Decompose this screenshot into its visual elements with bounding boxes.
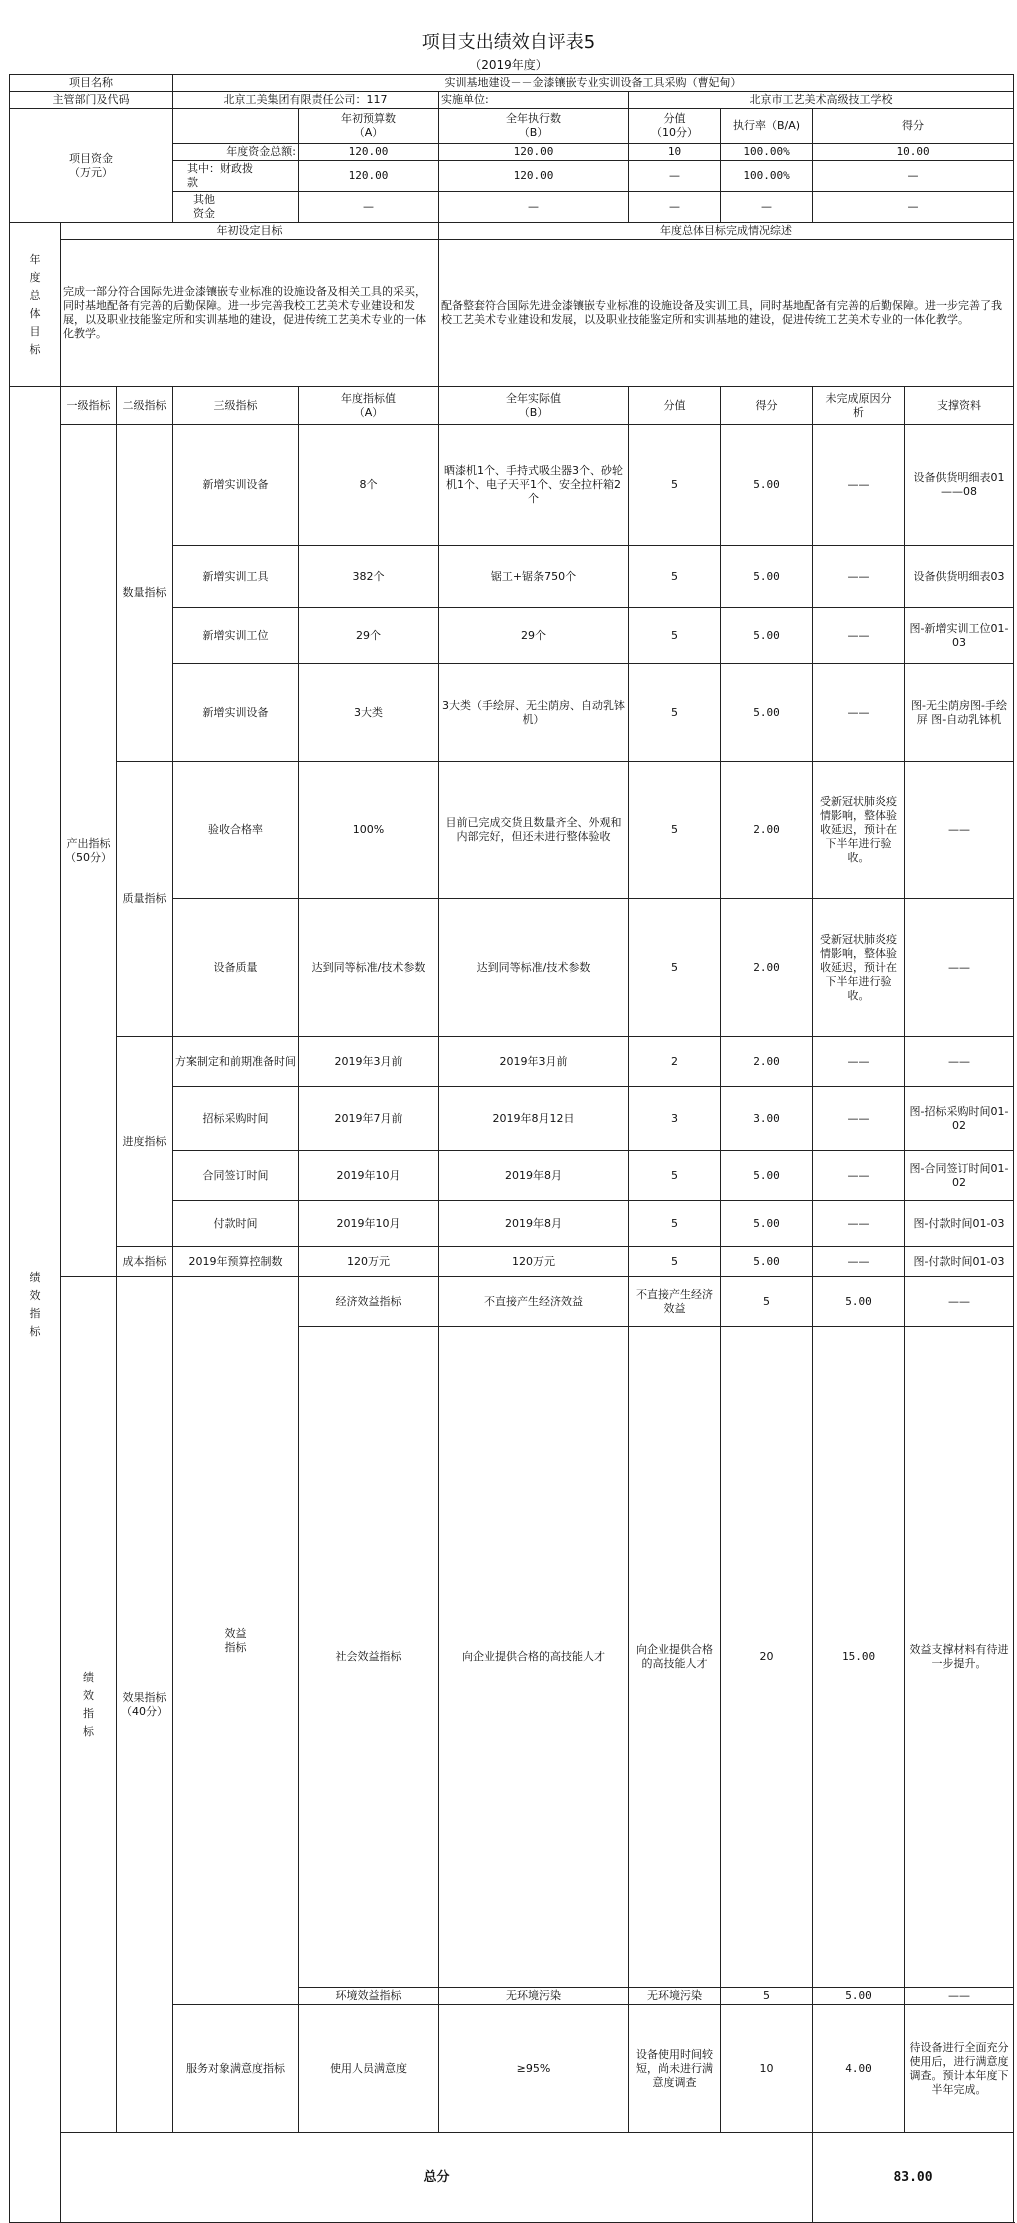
- indicator-score: 2.00: [721, 762, 813, 899]
- quality-indicator-label: 质量指标: [117, 762, 173, 1037]
- indicator-score-max: 2: [629, 1037, 721, 1087]
- indicators-header: 一级指标: [61, 387, 117, 425]
- indicator-support: 图-招标采购时间01-02: [905, 1087, 1014, 1151]
- indicator-actual: 锯工+锯条750个: [439, 546, 629, 608]
- indicator-score-max: 5: [629, 1247, 721, 1277]
- indicator-target: 2019年7月前: [299, 1087, 439, 1151]
- indicator-support: 设备供货明细表01——08: [905, 425, 1014, 546]
- indicator-score: 5.00: [721, 1247, 813, 1277]
- indicator-actual: 3大类（手绘屏、无尘荫房、自动乳钵机）: [439, 664, 629, 762]
- cost-indicator-label: 成本指标: [117, 1247, 173, 1277]
- funds-header-score-max: 分值 （10分）: [629, 109, 721, 144]
- indicator-score: 2.00: [721, 1037, 813, 1087]
- indicator-score-max: 5: [629, 608, 721, 664]
- indicator-actual: 2019年8月12日: [439, 1087, 629, 1151]
- indicator-target: 8个: [299, 425, 439, 546]
- page-title: 项目支出绩效自评表5: [421, 32, 596, 53]
- indicator-actual: 向企业提供合格的高技能人才: [629, 1327, 721, 1988]
- project-name-value: 实训基地建设－－金漆镶嵌专业实训设备工具采购（曹妃甸）: [173, 75, 1014, 92]
- indicator-reason: ——: [813, 1087, 905, 1151]
- goals-summary-text: 配备整套符合国际先进金漆镶嵌专业标准的设施设备及实训工具，同时基地配备有完善的后勤保障。进一步完善了我校工艺美术专业建设和发展，以及职业技能鉴定所和实训基地的建设，促进传统工艺美术专业的一体化教学。: [439, 240, 1014, 387]
- funds-header-rate: 执行率（B/A): [721, 109, 813, 144]
- indicator-row: [10, 1277, 1014, 1327]
- indicators-header-row: [10, 387, 1014, 425]
- progress-indicator-label: 进度指标: [117, 1037, 173, 1247]
- indicator-reason: ——: [813, 664, 905, 762]
- indicator-target: 382个: [299, 546, 439, 608]
- funds-row-score-max: 10: [629, 144, 721, 161]
- indicator-support: ——: [905, 762, 1014, 899]
- indicator-row: [10, 425, 1014, 546]
- funds-row-score: —: [813, 192, 1014, 223]
- dept-value: 北京工美集团有限责任公司：117: [173, 92, 439, 109]
- total-label: 总分: [61, 2133, 813, 2223]
- indicator-target: 3大类: [299, 664, 439, 762]
- goals-initial-header: 年初设定目标: [61, 223, 439, 240]
- funds-header-score: 得分: [813, 109, 1014, 144]
- indicator-score: 2.00: [721, 899, 813, 1037]
- indicator-reason: ——: [905, 1277, 1014, 1327]
- indicator-score: 3.00: [721, 1087, 813, 1151]
- project-name-row: [10, 75, 1014, 92]
- indicator-reason: 受新冠状肺炎疫情影响，整体验收延迟，预计在下半年进行验收。: [813, 899, 905, 1037]
- impl-value: 北京市工艺美术高级技工学校: [629, 92, 1014, 109]
- funds-row-score-max: —: [629, 161, 721, 192]
- satisfaction-indicator-label: 服务对象满意度指标: [173, 2005, 299, 2133]
- indicator-score-max: 5: [629, 1151, 721, 1201]
- indicator-score: 5.00: [721, 1151, 813, 1201]
- indicator-row: [10, 762, 1014, 899]
- funds-row-b: 120.00: [439, 144, 629, 161]
- evaluation-table: [9, 74, 1014, 2223]
- indicator-actual: 晒漆机1个、手持式吸尘器3个、砂轮机1个、电子天平1个、安全拉杆箱2个: [439, 425, 629, 546]
- indicator-actual: 120万元: [439, 1247, 629, 1277]
- indicator-score-max: 5: [721, 1277, 813, 1327]
- indicator-target: 2019年10月: [299, 1151, 439, 1201]
- indicators-header: 三级指标: [173, 387, 299, 425]
- funds-row-rate: —: [721, 192, 813, 223]
- indicator-score: 4.00: [813, 2005, 905, 2133]
- impl-label: 实施单位:: [439, 92, 629, 109]
- indicator-actual: 2019年8月: [439, 1151, 629, 1201]
- indicator-name: 环境效益指标: [299, 1988, 439, 2005]
- indicator-name: 新增实训工具: [173, 546, 299, 608]
- indicator-reason: ——: [813, 1151, 905, 1201]
- indicator-score: 5.00: [813, 1988, 905, 2005]
- funds-row-a: —: [299, 192, 439, 223]
- indicator-target: 120万元: [299, 1247, 439, 1277]
- total-value: 83.00: [813, 2133, 1014, 2223]
- funds-row-rate: 100.00%: [721, 161, 813, 192]
- indicator-score-max: 3: [629, 1087, 721, 1151]
- indicator-reason: ——: [813, 425, 905, 546]
- indicator-score-max: 20: [721, 1327, 813, 1988]
- indicator-support: 设备供货明细表03: [905, 546, 1014, 608]
- funds-row-score-max: —: [629, 192, 721, 223]
- indicator-target: 向企业提供合格的高技能人才: [439, 1327, 629, 1988]
- effect-section-label: 绩效指标: [61, 1277, 117, 2133]
- indicator-score-max: 5: [629, 664, 721, 762]
- indicator-actual: 2019年3月前: [439, 1037, 629, 1087]
- indicator-name: 方案制定和前期准备时间: [173, 1037, 299, 1087]
- indicator-name: 新增实训设备: [173, 425, 299, 546]
- funds-row-label: 其中：财政拨 款: [173, 161, 299, 192]
- indicator-score: 5.00: [721, 1201, 813, 1247]
- dept-label: 主管部门及代码: [10, 92, 173, 109]
- indicator-reason: ——: [813, 1247, 905, 1277]
- indicator-name: 招标采购时间: [173, 1087, 299, 1151]
- indicator-score-max: 5: [629, 762, 721, 899]
- quantity-indicator-label: 数量指标: [117, 425, 173, 762]
- goals-summary-header: 年度总体目标完成情况综述: [439, 223, 1014, 240]
- indicator-name: 合同签订时间: [173, 1151, 299, 1201]
- page-subtitle: （2019年度）: [469, 58, 548, 72]
- indicator-name: 验收合格率: [173, 762, 299, 899]
- indicator-target: 不直接产生经济效益: [439, 1277, 629, 1327]
- funds-row-label: 其他 资金: [173, 192, 299, 223]
- indicator-reason: 待设备进行全面充分使用后，进行满意度调查。预计本年度下半年完成。: [905, 2005, 1014, 2133]
- indicators-header: 二级指标: [117, 387, 173, 425]
- indicator-target: ≥95%: [439, 2005, 629, 2133]
- indicator-name: 新增实训工位: [173, 608, 299, 664]
- funds-row-a: 120.00: [299, 144, 439, 161]
- funds-row-rate: 100.00%: [721, 144, 813, 161]
- indicator-support: 图-无尘荫房图-手绘屏 图-自动乳钵机: [905, 664, 1014, 762]
- indicator-score: 5.00: [721, 425, 813, 546]
- funds-row-score: —: [813, 161, 1014, 192]
- indicator-row: [10, 1247, 1014, 1277]
- goals-header-row: [10, 223, 1014, 240]
- indicator-target: 29个: [299, 608, 439, 664]
- indicator-reason: 受新冠状肺炎疫情影响，整体验收延迟，预计在下半年进行验收。: [813, 762, 905, 899]
- funds-header-b: 全年执行数 （B）: [439, 109, 629, 144]
- indicator-support: 图-付款时间01-03: [905, 1201, 1014, 1247]
- effect-indicator-label: 效果指标 （40分）: [117, 1277, 173, 2133]
- indicator-name: 付款时间: [173, 1201, 299, 1247]
- indicator-support: 图-付款时间01-03: [905, 1247, 1014, 1277]
- indicators-header: 支撑资料: [905, 387, 1014, 425]
- indicator-score-max: 5: [629, 1201, 721, 1247]
- indicator-name: 2019年预算控制数: [173, 1247, 299, 1277]
- indicator-target: 100%: [299, 762, 439, 899]
- indicators-header: 全年实际值 （B）: [439, 387, 629, 425]
- funds-header-a: 年初预算数 （A）: [299, 109, 439, 144]
- indicator-score-max: 5: [629, 899, 721, 1037]
- funds-row-a: 120.00: [299, 161, 439, 192]
- indicator-reason: ——: [905, 1988, 1014, 2005]
- indicator-name: 使用人员满意度: [299, 2005, 439, 2133]
- indicator-score-max: 10: [721, 2005, 813, 2133]
- indicator-reason: 效益支撑材料有待进一步提升。: [905, 1327, 1014, 1988]
- indicators-header: 未完成原因分 析: [813, 387, 905, 425]
- indicator-support: ——: [905, 1037, 1014, 1087]
- indicator-name: 经济效益指标: [299, 1277, 439, 1327]
- indicator-support: 图-新增实训工位01-03: [905, 608, 1014, 664]
- indicator-actual: 设备使用时间较短，尚未进行满意度调查: [629, 2005, 721, 2133]
- funds-header-row: [10, 109, 1014, 144]
- indicator-actual: 29个: [439, 608, 629, 664]
- funds-label: 项目资金 （万元）: [10, 109, 173, 223]
- indicator-score: 5.00: [721, 608, 813, 664]
- indicator-score: 15.00: [813, 1327, 905, 1988]
- dept-row: [10, 92, 1014, 109]
- output-indicator-label: 产出指标 （50分）: [61, 425, 117, 1277]
- indicator-target: 无环境污染: [439, 1988, 629, 2005]
- indicator-support: 图-合同签订时间01-02: [905, 1151, 1014, 1201]
- indicators-header: 得分: [721, 387, 813, 425]
- funds-row-b: 120.00: [439, 161, 629, 192]
- goals-initial-text: 完成一部分符合国际先进金漆镶嵌专业标准的设施设备及相关工具的采买，同时基地配备有完善的后勤保障。进一步完善我校工艺美术专业建设和发展，以及职业技能鉴定所和实训基地的建设，促进传统工艺美术专业的一体化教学。: [61, 240, 439, 387]
- indicators-section-label: 绩效指标: [10, 387, 61, 2223]
- indicator-actual: 不直接产生经济效益: [629, 1277, 721, 1327]
- indicator-score-max: 5: [629, 546, 721, 608]
- indicator-name: 社会效益指标: [299, 1327, 439, 1988]
- indicator-target: 2019年3月前: [299, 1037, 439, 1087]
- indicator-reason: ——: [813, 546, 905, 608]
- indicator-score-max: 5: [629, 425, 721, 546]
- project-name-label: 项目名称: [10, 75, 173, 92]
- indicator-support: ——: [905, 899, 1014, 1037]
- indicator-score: 5.00: [721, 546, 813, 608]
- indicator-target: 2019年10月: [299, 1201, 439, 1247]
- indicator-score: 5.00: [813, 1277, 905, 1327]
- goals-text-row: [10, 240, 1014, 387]
- indicator-actual: 达到同等标准/技术参数: [439, 899, 629, 1037]
- indicator-score-max: 5: [721, 1988, 813, 2005]
- funds-row-label: 年度资金总额:: [173, 144, 299, 161]
- funds-row-score: 10.00: [813, 144, 1014, 161]
- indicator-row: [10, 1037, 1014, 1087]
- indicator-name: 新增实训设备: [173, 664, 299, 762]
- funds-row-b: —: [439, 192, 629, 223]
- indicator-score: 5.00: [721, 664, 813, 762]
- indicator-actual: 无环境污染: [629, 1988, 721, 2005]
- indicators-header: 分值: [629, 387, 721, 425]
- indicator-reason: ——: [813, 608, 905, 664]
- goals-section-label: 年度总体目标: [10, 223, 61, 387]
- benefit-indicator-label: 效益 指标: [173, 1277, 299, 2005]
- indicator-name: 设备质量: [173, 899, 299, 1037]
- indicators-header: 年度指标值 （A）: [299, 387, 439, 425]
- indicator-reason: ——: [813, 1037, 905, 1087]
- indicator-target: 达到同等标准/技术参数: [299, 899, 439, 1037]
- indicator-reason: ——: [813, 1201, 905, 1247]
- indicator-actual: 目前已完成交货且数量齐全、外观和内部完好，但还未进行整体验收: [439, 762, 629, 899]
- funds-header-blank: [173, 109, 299, 144]
- total-row: [10, 2133, 1014, 2223]
- indicator-actual: 2019年8月: [439, 1201, 629, 1247]
